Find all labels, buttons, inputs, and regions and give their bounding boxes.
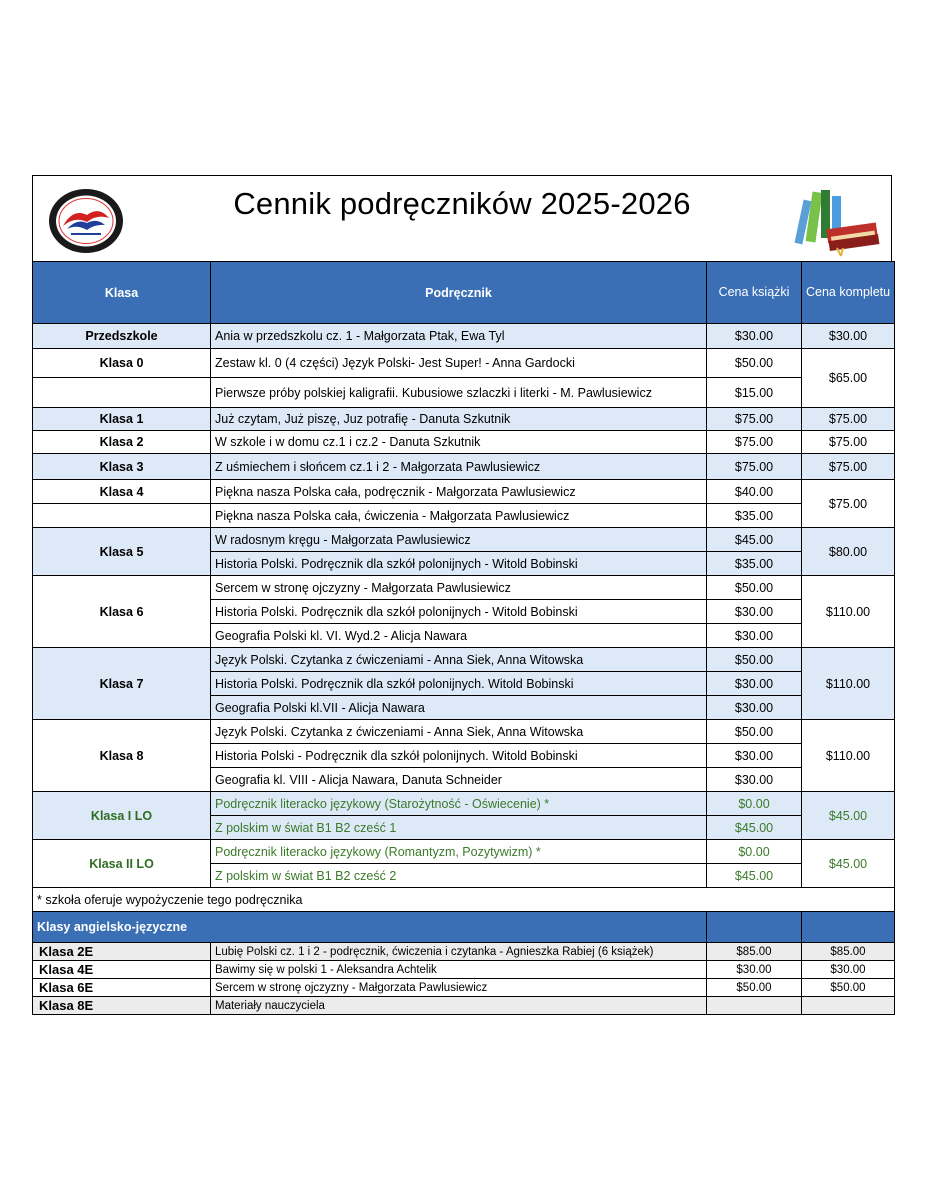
class-label-empty (33, 504, 211, 528)
class-label: Klasa I LO (33, 792, 211, 840)
book-price: $30.00 (707, 696, 802, 720)
set-price: $30.00 (802, 324, 895, 349)
title-bar (32, 175, 892, 261)
book-title: Geografia kl. VIII - Alicja Nawara, Danuta Schneider (211, 768, 707, 792)
book-price: $75.00 (707, 408, 802, 431)
header-cena-ksiazki: Cena książki (707, 262, 802, 324)
table-row (33, 431, 895, 454)
set-price: $110.00 (802, 576, 895, 648)
book-price: $85.00 (707, 943, 802, 961)
table-row (33, 979, 895, 997)
book-title: Z uśmiechem i słońcem cz.1 i 2 - Małgorzata Pawlusiewicz (211, 454, 707, 480)
set-price: $110.00 (802, 720, 895, 792)
book-price: $15.00 (707, 378, 802, 408)
table-row (33, 961, 895, 979)
book-title: Język Polski. Czytanka z ćwiczeniami - Anna Siek, Anna Witowska (211, 720, 707, 744)
book-price (707, 997, 802, 1015)
table-row (33, 528, 895, 552)
class-label: Klasa 2E (33, 943, 211, 961)
book-title: Z polskim w świat B1 B2 cześć 2 (211, 864, 707, 888)
table-row (33, 408, 895, 431)
book-price: $30.00 (707, 961, 802, 979)
table-row (33, 504, 895, 528)
set-price: $75.00 (802, 454, 895, 480)
book-title: W radosnym kręgu - Małgorzata Pawlusiewicz (211, 528, 707, 552)
footnote: * szkoła oferuje wypożyczenie tego podręcznika (33, 888, 895, 912)
price-list-sheet (32, 175, 894, 1024)
class-label: Klasa II LO (33, 840, 211, 888)
class-label: Klasa 3 (33, 454, 211, 480)
class-label-empty (33, 378, 211, 408)
header-klasa: Klasa (33, 262, 211, 324)
book-price: $30.00 (707, 744, 802, 768)
book-price: $50.00 (707, 979, 802, 997)
book-title: Zestaw kl. 0 (4 części) Język Polski- Jest Super! - Anna Gardocki (211, 349, 707, 378)
price-table (32, 261, 895, 1015)
book-price: $30.00 (707, 672, 802, 696)
book-price: $40.00 (707, 480, 802, 504)
class-label: Klasa 6 (33, 576, 211, 648)
book-title: Już czytam, Już piszę, Juz potrafię - Danuta Szkutnik (211, 408, 707, 431)
set-price: $45.00 (802, 840, 895, 888)
class-label: Klasa 7 (33, 648, 211, 720)
english-section-title: Klasy angielsko-języczne (33, 912, 707, 943)
book-price: $35.00 (707, 552, 802, 576)
book-title: Piękna nasza Polska cała, ćwiczenia - Małgorzata Pawlusiewicz (211, 504, 707, 528)
table-header-row (33, 262, 895, 324)
book-title: Materiały nauczyciela (211, 997, 707, 1015)
book-title: Pierwsze próby polskiej kaligrafii. Kubusiowe szlaczki i literki - M. Pawlusiewicz (211, 378, 707, 408)
class-label: Klasa 4E (33, 961, 211, 979)
table-row (33, 840, 895, 864)
table-row (33, 792, 895, 816)
class-label: Klasa 0 (33, 349, 211, 378)
book-title: Geografia Polski kl.VII - Alicja Nawara (211, 696, 707, 720)
set-price: $80.00 (802, 528, 895, 576)
book-price: $30.00 (707, 324, 802, 349)
set-price: $45.00 (802, 792, 895, 840)
book-price: $45.00 (707, 528, 802, 552)
book-title: Historia Polski - Podręcznik dla szkół polonijnych. Witold Bobinski (211, 744, 707, 768)
book-title: Sercem w stronę ojczyzny - Małgorzata Pawlusiewicz (211, 979, 707, 997)
book-title: Piękna nasza Polska cała, podręcznik - Małgorzata Pawlusiewicz (211, 480, 707, 504)
page-title: Cennik podręczników 2025-2026 (233, 186, 691, 221)
class-label: Klasa 1 (33, 408, 211, 431)
table-row (33, 943, 895, 961)
books-stack-icon (791, 186, 883, 258)
table-row (33, 480, 895, 504)
class-label: Klasa 8 (33, 720, 211, 792)
english-header-blank (802, 912, 895, 943)
set-price: $50.00 (802, 979, 895, 997)
book-price: $75.00 (707, 454, 802, 480)
book-title: Bawimy się w polski 1 - Aleksandra Achtelik (211, 961, 707, 979)
header-podrecznik: Podręcznik (211, 262, 707, 324)
book-price: $75.00 (707, 431, 802, 454)
table-row (33, 349, 895, 378)
table-row (33, 324, 895, 349)
set-price: $85.00 (802, 943, 895, 961)
footnote-row (33, 888, 895, 912)
set-price: $110.00 (802, 648, 895, 720)
book-price: $50.00 (707, 349, 802, 378)
book-price: $0.00 (707, 840, 802, 864)
book-title: Lubię Polski cz. 1 i 2 - podręcznik, ćwiczenia i czytanka - Agnieszka Rabiej (6 książek) (211, 943, 707, 961)
book-price: $0.00 (707, 792, 802, 816)
set-price: $30.00 (802, 961, 895, 979)
book-price: $30.00 (707, 768, 802, 792)
set-price: $65.00 (802, 349, 895, 408)
set-price: $75.00 (802, 480, 895, 528)
table-row (33, 720, 895, 744)
table-row (33, 454, 895, 480)
book-title: Historia Polski. Podręcznik dla szkół polonijnych - Witold Bobinski (211, 552, 707, 576)
table-row (33, 648, 895, 672)
book-price: $30.00 (707, 600, 802, 624)
book-price: $50.00 (707, 720, 802, 744)
book-price: $45.00 (707, 864, 802, 888)
class-label: Klasa 8E (33, 997, 211, 1015)
book-price: $35.00 (707, 504, 802, 528)
class-label: Przedszkole (33, 324, 211, 349)
book-title: Ania w przedszkolu cz. 1 - Małgorzata Ptak, Ewa Tyl (211, 324, 707, 349)
book-title: Z polskim w świat B1 B2 cześć 1 (211, 816, 707, 840)
set-price (802, 997, 895, 1015)
set-price: $75.00 (802, 408, 895, 431)
table-row (33, 997, 895, 1015)
book-title: Geografia Polski kl. VI. Wyd.2 - Alicja Nawara (211, 624, 707, 648)
book-title: Język Polski. Czytanka z ćwiczeniami - Anna Siek, Anna Witowska (211, 648, 707, 672)
class-label: Klasa 6E (33, 979, 211, 997)
book-title: Podręcznik literacko językowy (Starożytność - Oświecenie) * (211, 792, 707, 816)
book-title: Historia Polski. Podręcznik dla szkół polonijnych. Witold Bobinski (211, 672, 707, 696)
english-header-blank (707, 912, 802, 943)
book-price: $50.00 (707, 576, 802, 600)
class-label: Klasa 4 (33, 480, 211, 504)
book-title: W szkole i w domu cz.1 i cz.2 - Danuta Szkutnik (211, 431, 707, 454)
header-cena-kompletu: Cena kompletu (802, 262, 895, 324)
class-label: Klasa 5 (33, 528, 211, 576)
table-row (33, 576, 895, 600)
english-section-header (33, 912, 895, 943)
set-price: $75.00 (802, 431, 895, 454)
book-title: Podręcznik literacko językowy (Romantyzm, Pozytywizm) * (211, 840, 707, 864)
book-price: $50.00 (707, 648, 802, 672)
book-title: Sercem w stronę ojczyzny - Małgorzata Pawlusiewicz (211, 576, 707, 600)
class-label: Klasa 2 (33, 431, 211, 454)
book-price: $30.00 (707, 624, 802, 648)
table-row (33, 378, 895, 408)
book-price: $45.00 (707, 816, 802, 840)
book-title: Historia Polski. Podręcznik dla szkół polonijnych - Witold Bobinski (211, 600, 707, 624)
